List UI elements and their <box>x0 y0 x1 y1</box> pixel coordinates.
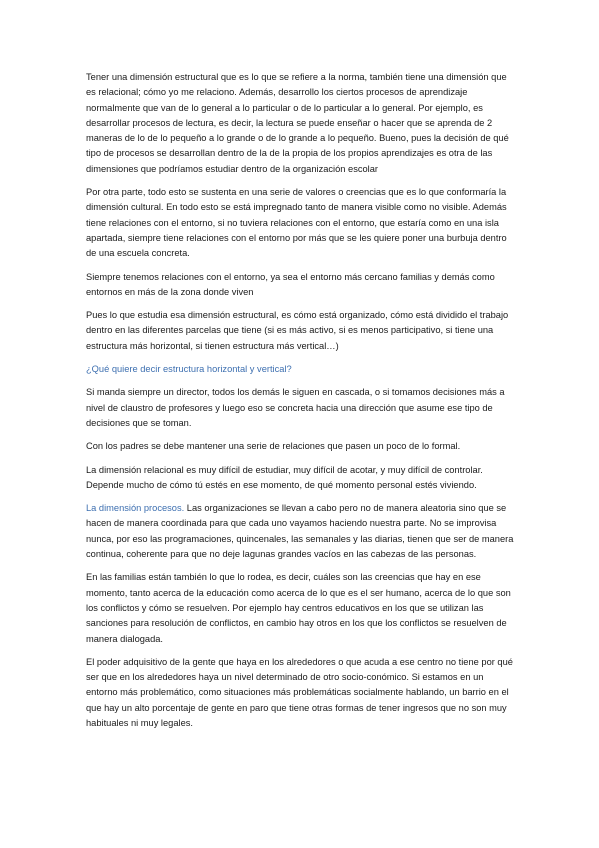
paragraph: Tener una dimensión estructural que es lo que se refiere a la norma, también tiene una dimensión que es relacional; cómo yo me relaciono. Además, desarrollo los ciertos procesos de aprendizaje normalmente que van de lo general a lo particular o de lo particular a lo general. Por ejemplo, es desarrollar procesos de lectura, es decir, la lectura se puede enseñar o hacer que se aprenda de 2 maneras de lo de lo pequeño a lo grande o de lo grande a lo pequeño. Bueno, pues la decisión de qué tipo de procesos se desarrollan dentro de la de la propia de los propios aprendizajes es otra de las dimensiones que podríamos estudiar dentro de la organización escolar <box>86 72 509 174</box>
paragraph: Con los padres se debe mantener una serie de relaciones que pasen un poco de lo formal. <box>86 441 461 452</box>
paragraph: La dimensión relacional es muy difícil de estudiar, muy difícil de acotar, y muy difícil de controlar. Depende mucho de cómo tú estés en ese momento, de qué momento personal estés viviendo. <box>86 464 483 490</box>
procesos-text: Las organizaciones se llevan a cabo pero no de manera aleatoria sino que se hacen de manera coordinada para que cada uno vayamos haciendo nuestra parte. No se improvisa nunca, por eso las programaciones, quincenales, las semanales y las diarias, tienen que ser de manera continua, coherente para que no deje lagunas grandes vacíos en las cabezas de las personas. <box>86 503 514 560</box>
paragraph: El poder adquisitivo de la gente que haya en los alrededores o que acuda a ese centro no tiene por qué ser que en los alrededores haya un nivel determinado de otro socio-conómico. Si estamos en un entorno más problemático, como situaciones más problemáticas socialmente hablando, un barrio en el que hay un alto porcentaje de gente en paro que tiene otras formas de tener ingresos que no son muy habituales ni muy legales. <box>86 656 513 728</box>
paragraph: Siempre tenemos relaciones con el entorno, ya sea el entorno más cercano familias y demás como entornos en más de la zona donde viven <box>86 271 495 297</box>
document-body <box>86 70 516 739</box>
paragraph: Si manda siempre un director, todos los demás le siguen en cascada, o si tomamos decisiones más a nivel de claustro de profesores y luego eso se concreta hacia una dirección que asume ese tipo de decisiones que se toman. <box>86 387 505 428</box>
paragraph-procesos <box>86 501 516 562</box>
section-question-heading: ¿Qué quiere decir estructura horizontal y vertical? <box>86 364 292 375</box>
procesos-heading: La dimensión procesos. <box>86 503 185 514</box>
paragraph: Por otra parte, todo esto se sustenta en una serie de valores o creencias que es lo que conformaría la dimensión cultural. En todo esto se está impregnado tanto de manera visible como no visible. Además tiene relaciones con el entorno, si no tuviera relaciones con el entorno, que estaría como en una isla apartada, siempre tiene relaciones con el entorno por más que se les quiere poner una burbuja dentro de una escuela concreta. <box>86 187 507 259</box>
paragraph: Pues lo que estudia esa dimensión estructural, es cómo está organizado, cómo está dividido el trabajo dentro en las diferentes parcelas que tiene (si es más activo, si es menos participativo, si tiene una estructura más horizontal, si tienen estructura más vertical…) <box>86 310 509 351</box>
paragraph: En las familias están también lo que lo rodea, es decir, cuáles son las creencias que hay en ese momento, tanto acerca de la educación como acerca de lo que es el ser humano, acerca de lo que son los conflictos y cómo se resuelven. Por ejemplo hay centros educativos en los que se utilizan las sanciones para resolución de conflictos, en cambio hay otros en los que los conflictos se resuelven de manera dialogada. <box>86 572 511 644</box>
